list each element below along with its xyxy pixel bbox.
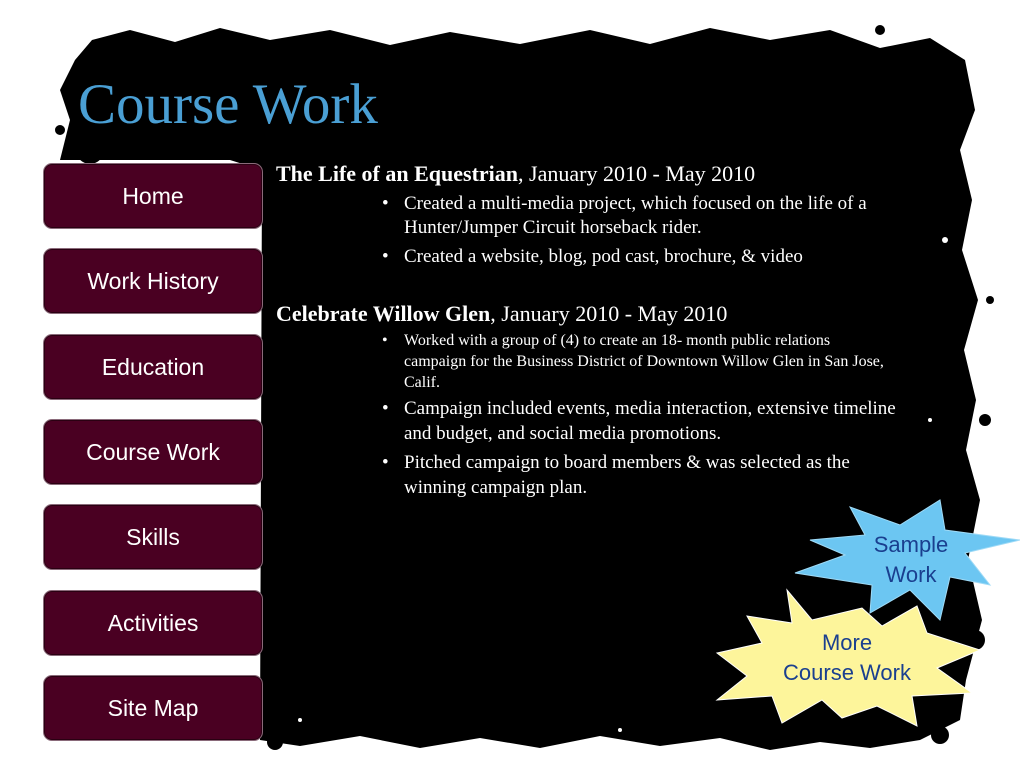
nav-education-button[interactable]: Education — [43, 334, 263, 400]
bullet-item: • Created a multi-media project, which focused on the life of a Hunter/Jumper Circuit horseback rider. — [404, 192, 896, 241]
project-dates: , January 2010 - May 2010 — [518, 161, 756, 186]
bullet-item: • Created a website, blog, pod cast, brochure, & video — [404, 245, 896, 270]
project-name: The Life of an Equestrian — [276, 161, 519, 186]
bullet-item: • Worked with a group of (4) to create an 18- month public relations campaign for the Business District of Downtown Willow Glen in San Jose, Calif. — [404, 331, 896, 393]
nav-work-history-button[interactable]: Work History — [43, 248, 263, 314]
project-bullets — [276, 331, 896, 500]
project-heading — [276, 160, 896, 188]
page-title: Course Work — [78, 73, 378, 136]
nav-course-work-button[interactable]: Course Work — [43, 419, 263, 485]
project-name: Celebrate Willow Glen — [276, 300, 491, 326]
nav-activities-button[interactable]: Activities — [43, 590, 263, 656]
more-course-work-label: More Course Work — [783, 630, 911, 685]
sample-work-label: Sample Work — [873, 532, 949, 587]
project-bullets — [276, 192, 896, 270]
nav-skills-button[interactable]: Skills — [43, 504, 263, 570]
project-heading — [276, 300, 896, 328]
bullet-item: • Pitched campaign to board members & was selected as the winning campaign plan. — [404, 451, 896, 500]
more-course-work-link[interactable] — [712, 588, 982, 728]
nav-home-button[interactable]: Home — [43, 163, 263, 229]
project-dates: , January 2010 - May 2010 — [490, 300, 728, 326]
course-content — [276, 160, 896, 504]
nav-site-map-button[interactable]: Site Map — [43, 675, 263, 741]
bullet-item: • Campaign included events, media interaction, extensive timeline and budget, and social media promotions. — [404, 397, 896, 446]
